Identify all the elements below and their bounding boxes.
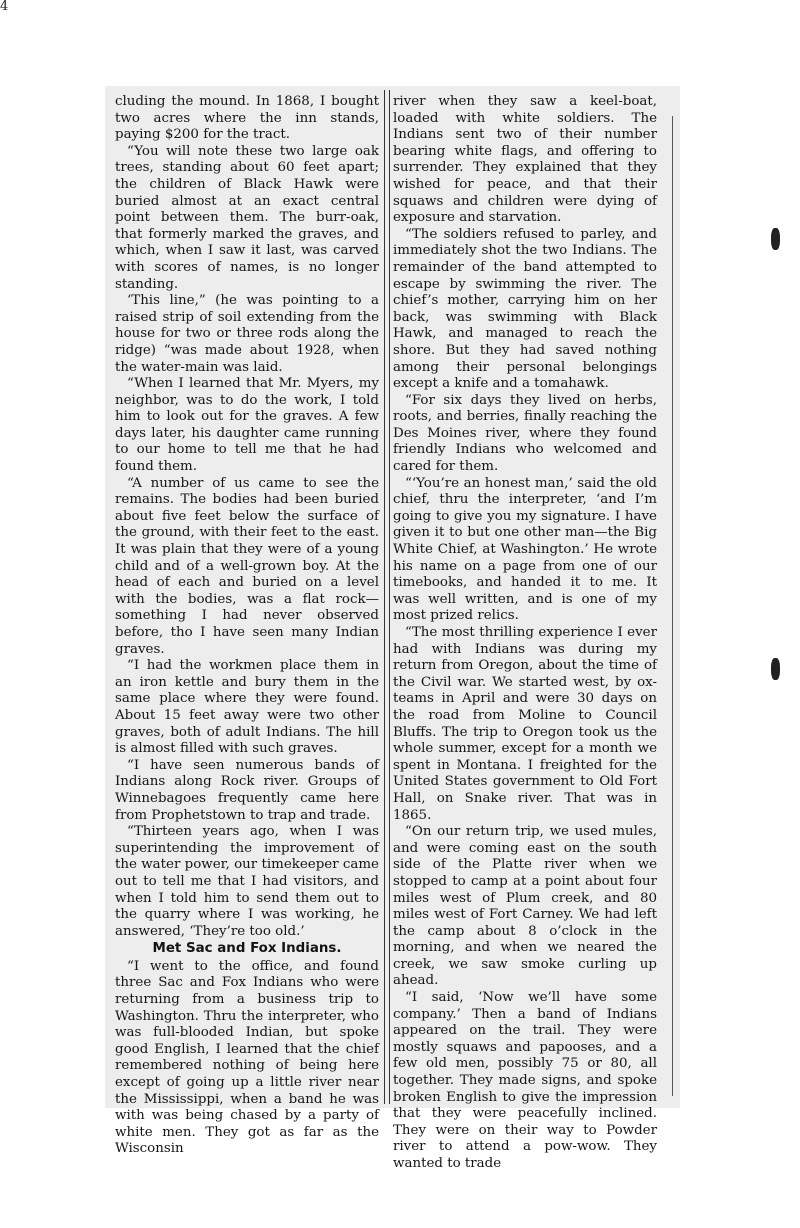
paragraph: river when they saw a keel-boat, loaded with white soldiers. The Indians sent two of their number bearing white flags, and offering to surrender. They explained that they wished for peace, and that their squaws and children were dying of exposure and starvation. <box>393 94 657 226</box>
paragraph: “The most thrilling experience I ever had with Indians was during my return from Oregon, about the time of the Civil war. We started west, by ox-teams in April and were 30 days on the road from Moline to Council Bluffs. The trip to Oregon took us the whole summer, except for a month we spent in Montana. I freighted for the United States government to Old Fort Hall, on Snake river. That was in 1865. <box>393 625 657 823</box>
edge-speck <box>771 228 780 250</box>
page-corner-mark: 4 <box>0 0 9 14</box>
paragraph: “‘You’re an honest man,’ said the old chief, thru the interpreter, ‘and I’m going to give you my signature. I have given it to but one other man—the Big White Chief, at Washington.’ He wrote his name on a page from one of our timebooks, and handed it to me. It was well written, and is one of my most prized relics. <box>393 475 657 624</box>
paragraph: “On our return trip, we used mules, and were coming east on the south side of the Platte river when we stopped to camp at a point about four miles west of Plum creek, and 80 miles west of Fort Carney. We had left the camp about 8 o’clock in the morning, and when we neared the creek, we saw smoke curling up ahead. <box>393 824 657 989</box>
paragraph: “I said, ‘Now we’ll have some company.’ Then a band of Indians appeared on the trail. They were mostly squaws and papooses, and a few old men, possibly 75 or 80, all together. They made signs, and spoke broken English to give the impression that they were peacefully inclined. They were on their way to Powder river to attend a pow-wow. They wanted to trade <box>393 990 657 1171</box>
paragraph: “You will note these two large oak trees, standing about 60 feet apart; the children of Black Hawk were buried almost at an exact central point between them. The burr-oak, that formerly marked the graves, and which, when I saw it last, was carved with scores of names, is no longer standing. <box>115 143 379 292</box>
paragraph: “I went to the office, and found three Sac and Fox Indians who were returning from a business trip to Washington. Thru the interpreter, who was full-blooded Indian, but spoke good English, I learned that the chief remembered nothing of being here except of going up a little river near the Mississippi, when a band he was with was being chased by a party of white men. They got as far as the Wisconsin <box>115 958 379 1157</box>
newspaper-clipping <box>105 86 680 1171</box>
column-divider <box>384 90 390 1104</box>
subheading: Met Sac and Fox Indians. <box>152 941 342 957</box>
paragraph: cluding the mound. In 1868, I bought two acres where the inn stands, paying $200 for the tract. <box>115 94 379 143</box>
left-column <box>115 94 379 1157</box>
right-column <box>393 94 657 1171</box>
right-column-rule <box>672 116 673 1096</box>
paragraph: “A number of us came to see the remains. The bodies had been buried about five feet below the surface of the ground, with their feet to the east. It was plain that they were of a young child and of a well-grown boy. At the head of each and buried on a level with the bodies, was a flat rock—something I had never observed before, tho I have seen many Indian graves. <box>115 475 379 657</box>
paragraph: “For six days they lived on herbs, roots, and berries, finally reaching the Des Moines river, where they found friendly Indians who welcomed and cared for them. <box>393 392 657 475</box>
paragraph: “I have seen numerous bands of Indians along Rock river. Groups of Winnebagoes frequently came here from Prophetstown to trap and trade. <box>115 757 379 823</box>
paragraph: ‘This line,” (he was pointing to a raised strip of soil extending from the house for two or three rods along the ridge) “was made about 1928, when the water-main was laid. <box>115 293 379 375</box>
paragraph: “I had the workmen place them in an iron kettle and bury them in the same place where they were found. About 15 feet away were two other graves, both of adult Indians. The hill is almost filled with such graves. <box>115 658 379 757</box>
paragraph: “Thirteen years ago, when I was superintending the improvement of the water power, our timekeeper came out to tell me that I had visitors, and when I told him to send them out to the quarry where I was working, he answered, ‘They’re too old.’ <box>115 824 379 939</box>
paragraph: “The soldiers refused to parley, and immediately shot the two Indians. The remainder of the band attempted to escape by swimming the river. The chief’s mother, carrying him on her back, was swimming with Black Hawk, and managed to reach the shore. But they had saved nothing among their personal belongings except a knife and a tomahawk. <box>393 226 657 392</box>
paragraph: “When I learned that Mr. Myers, my neighbor, was to do the work, I told him to look out for the graves. A few days later, his daughter came running to our home to tell me that he had found them. <box>115 376 379 475</box>
edge-speck <box>771 658 780 680</box>
